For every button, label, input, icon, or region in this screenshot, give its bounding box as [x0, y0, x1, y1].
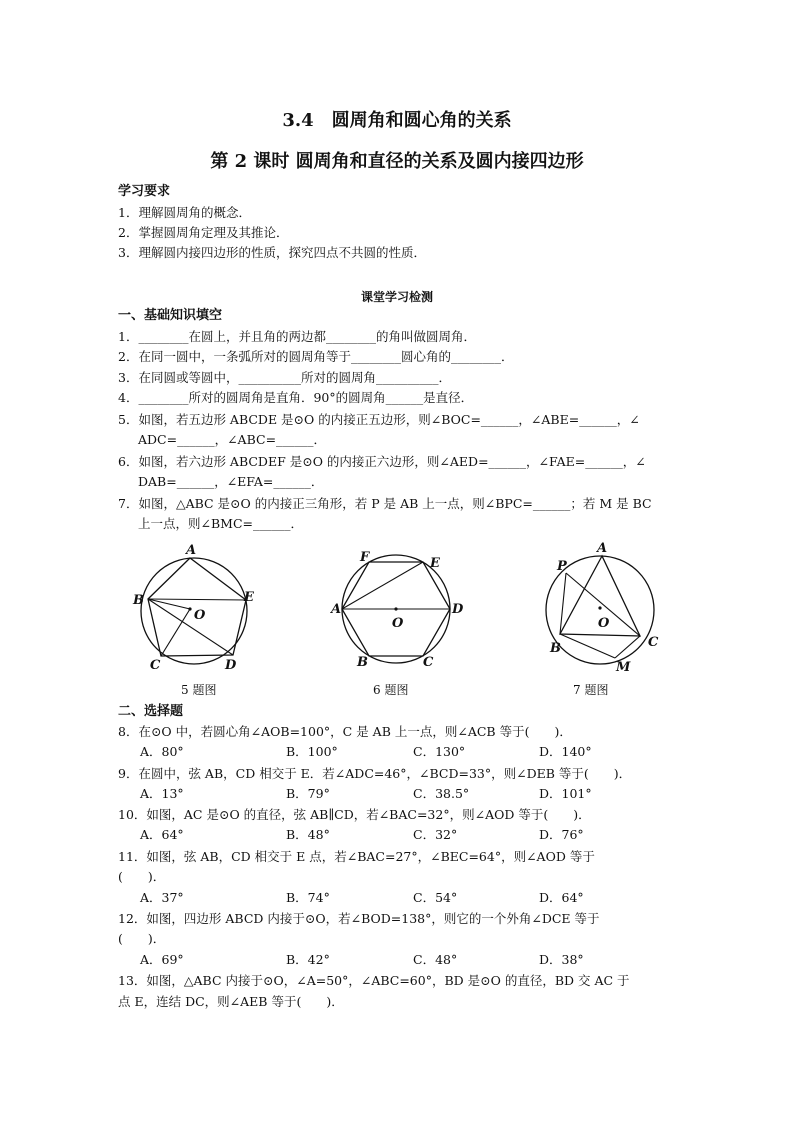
page-subtitle: 第 2 课时 圆周角和直径的关系及圆内接四边形 — [210, 151, 584, 172]
section-title: 课堂学习检测 — [360, 290, 433, 304]
option: B．48° — [286, 827, 330, 842]
fig6-label: C — [423, 655, 434, 670]
fig6-label: B — [357, 655, 368, 670]
figure-caption: 6 题图 — [373, 683, 409, 697]
question-line: 1．________在圆上，并且角的两边都________的角叫做圆周角． — [118, 329, 476, 344]
fig5-label: B — [133, 593, 144, 608]
question-line: 上一点，则∠BMC=______． — [138, 516, 303, 531]
fig6-label: D — [452, 602, 464, 617]
option: A．80° — [140, 744, 184, 759]
option: A．64° — [140, 827, 184, 842]
question-line: 3．在同圆或等圆中，__________所对的圆周角__________． — [118, 370, 451, 385]
option: D．101° — [539, 786, 592, 801]
fig5-label: E — [244, 590, 254, 605]
option: C．32° — [413, 827, 458, 842]
option: D．76° — [539, 827, 584, 842]
option: A．13° — [140, 786, 184, 801]
option: C．48° — [413, 952, 458, 967]
figure-caption: 7 题图 — [573, 683, 609, 697]
fig7-label: A — [597, 541, 608, 556]
figure-5-pentagon — [128, 543, 268, 673]
figure-7-triangle — [540, 538, 670, 678]
question-line: 9．在圆中，弦 AB，CD 相交于 E．若∠ADC=46°，∠BCD=33°，则∠DEB 等于( )． — [118, 766, 632, 781]
requirements-heading: 学习要求 — [118, 184, 171, 199]
figure-caption: 5 题图 — [181, 683, 217, 697]
fig7-label: P — [557, 559, 567, 574]
question-line: ( )． — [118, 931, 166, 946]
question-line: 4．________所对的圆周角是直角．90°的圆周角______是直径． — [118, 390, 474, 405]
part1-heading: 一、基础知识填空 — [118, 308, 223, 323]
question-line: 点 E，连结 DC，则∠AEB 等于( )． — [118, 994, 344, 1009]
requirement-item: 1．理解圆周角的概念． — [118, 205, 251, 220]
requirement-item: 3．理解圆内接四边形的性质，探究四点不共圆的性质． — [118, 245, 426, 260]
fig5-label: O — [194, 608, 206, 623]
question-line: 11．如图，弦 AB，CD 相交于 E 点，若∠BAC=27°，∠BEC=64°，则∠AOD 等于 — [118, 849, 595, 864]
fig6-label: A — [331, 602, 342, 617]
question-line: 7．如图，△ABC 是⊙O 的内接正三角形，若 P 是 AB 上一点，则∠BPC=______；若 M 是 BC — [118, 496, 652, 511]
question-line: ( )． — [118, 869, 166, 884]
option: B．74° — [286, 890, 330, 905]
option: B．100° — [286, 744, 338, 759]
option: D．140° — [539, 744, 592, 759]
question-line: ADC=______，∠ABC=______． — [138, 432, 327, 447]
fig5-label: C — [150, 658, 161, 673]
fig7-label: M — [616, 660, 631, 675]
question-line: DAB=______，∠EFA=______． — [138, 474, 324, 489]
fig6-label: E — [430, 556, 440, 571]
option: B．79° — [286, 786, 330, 801]
fig6-label: O — [392, 616, 404, 631]
fig5-label: D — [225, 658, 237, 673]
question-line: 10．如图，AC 是⊙O 的直径，弦 AB∥CD，若∠BAC=32°，则∠AOD 等于( )． — [118, 807, 591, 822]
question-line: 8．在⊙O 中，若圆心角∠AOB=100°，C 是 AB 上一点，则∠ACB 等于( )． — [118, 724, 572, 739]
page-title: 3.4 圆周角和圆心角的关系 — [282, 110, 512, 131]
requirement-item: 2．掌握圆周角定理及其推论． — [118, 225, 289, 240]
option: A．69° — [140, 952, 184, 967]
option: C．130° — [413, 744, 466, 759]
part2-heading: 二、选择题 — [118, 704, 184, 719]
question-line: 2．在同一圆中，一条弧所对的圆周角等于________圆心角的________． — [118, 349, 514, 364]
question-line: 13．如图，△ABC 内接于⊙O，∠A=50°，∠ABC=60°，BD 是⊙O 的直径，BD 交 AC 于 — [118, 973, 630, 988]
fig7-label: C — [648, 635, 659, 650]
question-line: 5．如图，若五边形 ABCDE 是⊙O 的内接正五边形，则∠BOC=______，∠ABE=______，∠ — [118, 412, 640, 427]
option: C．38.5° — [413, 786, 470, 801]
option: A．37° — [140, 890, 184, 905]
option: C．54° — [413, 890, 458, 905]
question-line: 12．如图，四边形 ABCD 内接于⊙O，若∠BOD=138°，则它的一个外角∠DCE 等于 — [118, 911, 600, 926]
figure-6-hexagon — [328, 545, 468, 675]
option: D．38° — [539, 952, 584, 967]
fig5-label: A — [186, 543, 197, 558]
fig7-label: B — [550, 641, 561, 656]
question-line: 6．如图，若六边形 ABCDEF 是⊙O 的内接正六边形，则∠AED=______，∠FAE=______，∠ — [118, 454, 646, 469]
fig6-label: F — [360, 550, 370, 565]
fig7-label: O — [598, 616, 610, 631]
option: B．42° — [286, 952, 330, 967]
option: D．64° — [539, 890, 584, 905]
